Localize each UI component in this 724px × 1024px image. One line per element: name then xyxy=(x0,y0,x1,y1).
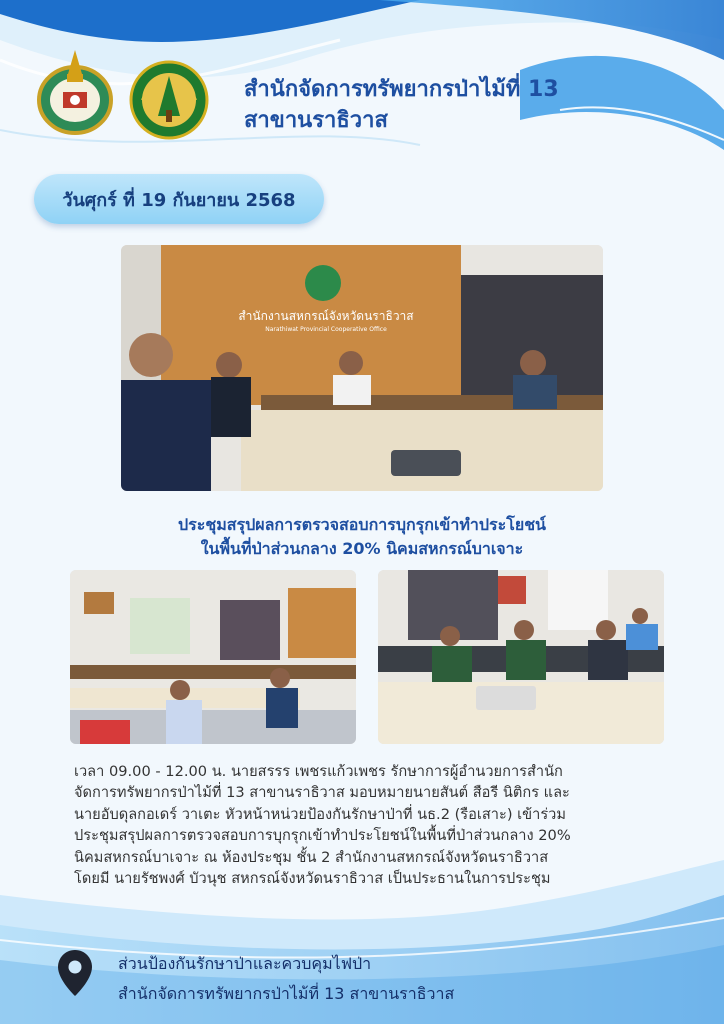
body-line-6: โดยมี นายรัชพงศ์ บัวนุช สหกรณ์จังหวัดนราธิวาส เป็นประธานในการประชุม xyxy=(74,870,551,888)
body-line-2: จัดการทรัพยากรป่าไม้ที่ 13 สาขานราธิวาส มอบหมายนายสันต์ สือรี นิติกร และ xyxy=(74,784,570,802)
royal-forest-department-logo xyxy=(128,60,210,140)
main-meeting-photo xyxy=(121,245,603,491)
meeting-room-photo-right xyxy=(378,570,664,744)
date-label: วันศุกร์ ที่ 19 กันยายน 2568 xyxy=(62,189,296,211)
wall-sign-english: Narathiwat Provincial Cooperative Office xyxy=(265,326,387,333)
body-line-3: นายอับดุลกอเดร์ วาเตะ หัวหน้าหน่วยป้องกันรักษาป่าที่ นธ.2 (รือเสาะ) เข้าร่วม xyxy=(74,805,566,823)
header-title xyxy=(244,74,559,136)
footer-line1: ส่วนป้องกันรักษาป่าและควบคุมไฟป่า xyxy=(118,954,372,973)
header-title-line1: สำนักจัดการทรัพยากรป่าไม้ที่ 13 xyxy=(244,77,559,102)
wall-sign-thai: สำนักงานสหกรณ์จังหวัดนราธิวาส xyxy=(238,309,414,323)
provincial-seal-logo xyxy=(34,48,116,136)
location-pin-icon xyxy=(58,950,92,996)
caption-line1: ประชุมสรุปผลการตรวจสอบการบุกรุกเข้าทำประโยชน์ xyxy=(177,515,546,534)
date-badge xyxy=(34,174,324,224)
body-line-5: นิคมสหกรณ์บาเจาะ ณ ห้องประชุม ชั้น 2 สำนักงานสหกรณ์จังหวัดนราธิวาส xyxy=(74,848,549,866)
body-paragraph xyxy=(74,761,674,889)
body-line-4: ประชุมสรุปผลการตรวจสอบการบุกรุกเข้าทำประโยชน์ในพื้นที่ป่าส่วนกลาง 20% xyxy=(74,827,571,845)
footer-line2: สำนักจัดการทรัพยากรป่าไม้ที่ 13 สาขานราธิวาส xyxy=(118,984,455,1003)
caption-line2: ในพื้นที่ป่าส่วนกลาง 20% นิคมสหกรณ์บาเจาะ xyxy=(200,539,524,558)
meeting-room-photo-left xyxy=(70,570,356,744)
body-line-1: เวลา 09.00 - 12.00 น. นายสรรร เพชรแก้วเพชร รักษาการผู้อำนวยการสำนัก xyxy=(74,763,563,780)
header-title-line2: สาขานราธิวาส xyxy=(244,108,388,133)
